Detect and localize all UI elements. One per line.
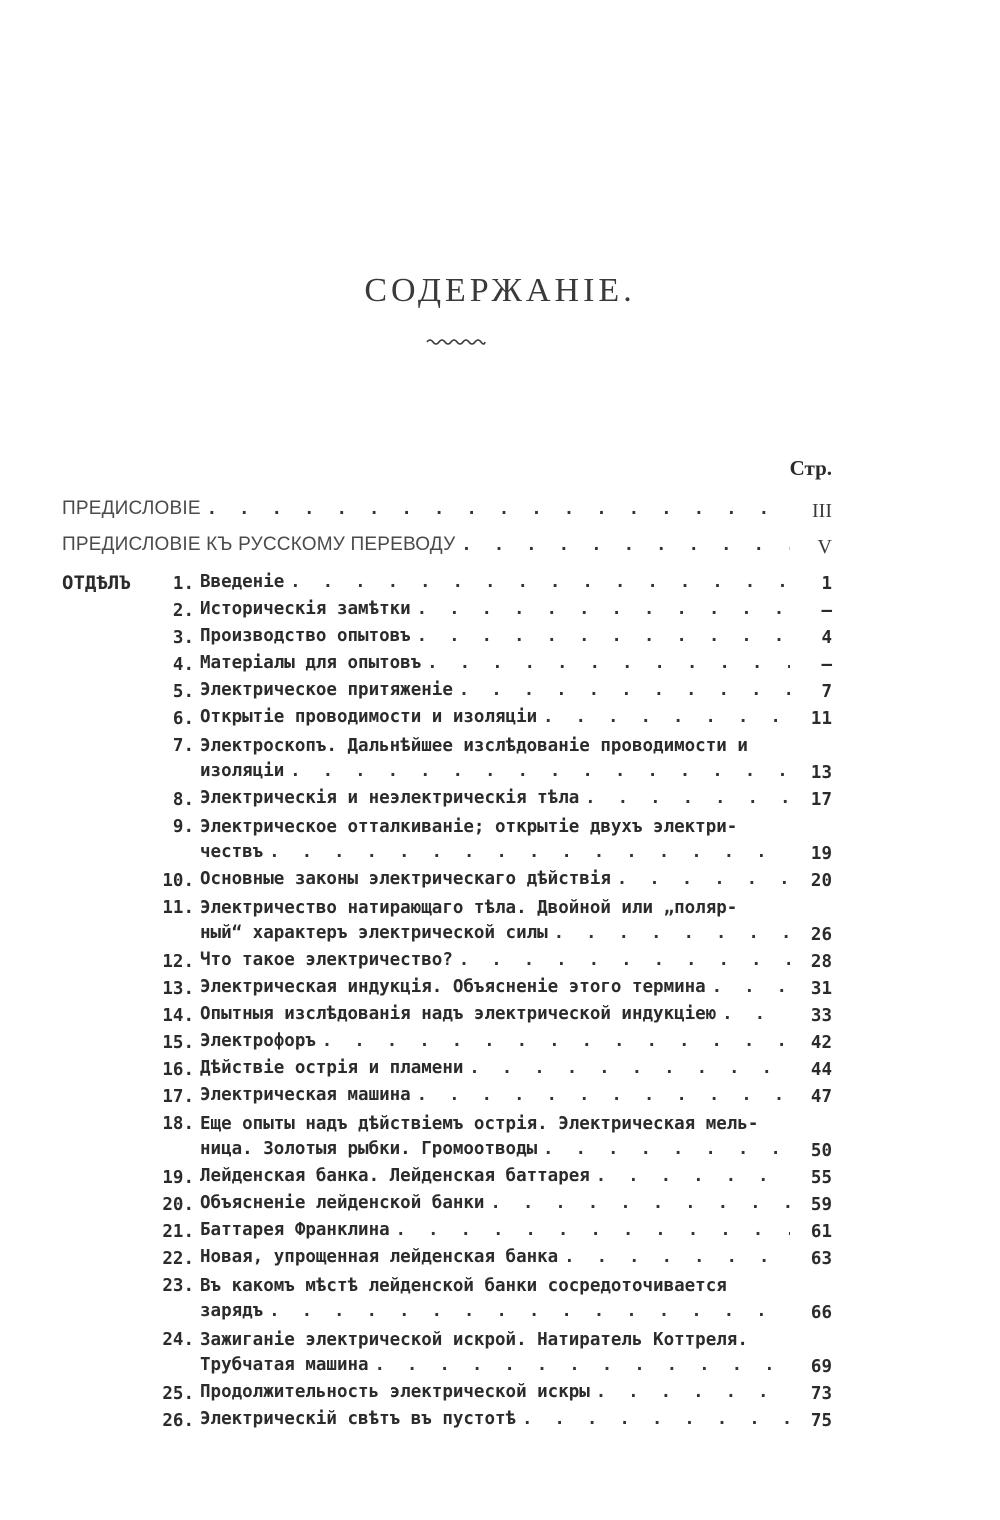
toc-entry-title: ный“ характеръ электрической силы	[200, 923, 548, 943]
leader-dots	[269, 1301, 790, 1321]
toc-entry-number: 24.	[162, 1330, 194, 1350]
toc-entry-row	[200, 1004, 800, 1032]
toc-entry-row	[200, 1355, 800, 1383]
toc-entry-page: 11	[810, 709, 832, 729]
leader-dots	[290, 572, 790, 592]
toc-entry-page: 61	[810, 1222, 832, 1242]
toc-entry-title: Электрическая машина	[200, 1085, 411, 1105]
toc-entry-title: изоляціи	[200, 761, 285, 781]
toc-entry-title: Зажиганіе электрической искрой. Натиратель Коттреля.	[200, 1330, 748, 1350]
leader-dots	[427, 653, 790, 673]
toc-entry-row	[200, 1409, 800, 1437]
toc-entry-title: Электрическія и неэлектрическія тѣла	[200, 788, 580, 808]
toc-entry-page: 44	[810, 1060, 832, 1080]
toc-entry-title: Продолжительность электрической искры	[200, 1382, 590, 1402]
toc-entry-row	[200, 1085, 800, 1113]
toc-entry-title: Введеніе	[200, 572, 285, 592]
toc-entry-title: Производство опытовъ	[200, 626, 411, 646]
toc-entry-page: 66	[810, 1303, 832, 1323]
page-column-label: Стр.	[789, 456, 832, 480]
toc-entry-title: Дѣйствіе острія и пламени	[200, 1058, 464, 1078]
toc-entry-page: 20	[810, 871, 832, 891]
toc-entry-number: 2.	[172, 601, 194, 621]
toc-entry-title: чествъ	[200, 842, 264, 862]
toc-entry-row	[200, 1301, 800, 1329]
toc-entry-row	[200, 1139, 800, 1167]
toc-entry-page: 4	[821, 628, 832, 648]
toc-entry-title: Открытіе проводимости и изоляціи	[200, 707, 538, 727]
leader-dots	[596, 1166, 790, 1186]
toc-entry-row	[200, 1058, 800, 1086]
toc-entry-number: 25.	[162, 1384, 194, 1404]
toc-entry-page: 19	[810, 844, 832, 864]
section-word: ОТДѢЛЪ	[62, 572, 131, 594]
toc-entry-title: Что такое электричество?	[200, 950, 453, 970]
toc-entry-number: 8.	[172, 790, 194, 810]
toc-entry-title: Объясненіе лейденской банки	[200, 1193, 485, 1213]
toc-entry-number: 18.	[162, 1114, 194, 1134]
toc-entry-row	[200, 950, 800, 978]
toc-entry-number: 13.	[162, 979, 194, 999]
toc-entry-number: 19.	[162, 1168, 194, 1188]
toc-entry-number: 7.	[172, 736, 194, 756]
toc-entry-row	[200, 626, 800, 654]
toc-entry-title: Электрическое притяженіе	[200, 680, 453, 700]
toc-entry-page: 7	[821, 682, 832, 702]
leader-dots	[322, 1031, 790, 1051]
toc-entry-row	[200, 923, 800, 951]
toc-entry-title: Электрическое отталкиваніе; открытіе двухъ электри-	[200, 817, 738, 837]
leader-dots	[269, 842, 790, 862]
toc-entry-row	[200, 1031, 800, 1059]
toc-entry-number: 1.	[172, 574, 194, 594]
toc-entry-number: 3.	[172, 628, 194, 648]
page-title: СОДЕРЖАНІЕ.	[364, 272, 636, 309]
toc-entry-title: зарядъ	[200, 1301, 264, 1321]
toc-entry-page: 50	[810, 1141, 832, 1161]
toc-entry-page: 28	[810, 952, 832, 972]
toc-row-page: III	[812, 500, 832, 522]
toc-entry-title: Электрическій свѣтъ въ пустотѣ	[200, 1409, 517, 1429]
toc-entry-row	[200, 977, 800, 1005]
toc-entry-title: Опытныя изслѣдованія надъ электрической индукціею	[200, 1004, 717, 1024]
toc-entry-page: 59	[810, 1195, 832, 1215]
toc-row-preface	[62, 498, 800, 526]
toc-entry-page: 75	[810, 1411, 832, 1431]
toc-entry-number: 20.	[162, 1195, 194, 1215]
toc-entry-number: 12.	[162, 952, 194, 972]
toc-entry-number: 15.	[162, 1033, 194, 1053]
toc-entry-title: Электрофоръ	[200, 1031, 316, 1051]
toc-entry-row	[200, 1220, 800, 1248]
toc-entry-page: 63	[810, 1249, 832, 1269]
toc-entry-row	[200, 707, 800, 735]
toc-entry-row	[200, 1247, 800, 1275]
toc-entry-row	[200, 653, 800, 681]
toc-entry-page: 55	[810, 1168, 832, 1188]
leader-dots	[290, 761, 790, 781]
toc-row-label: ПРЕДИСЛОВІЕ КЪ РУССКОМУ ПЕРЕВОДУ	[62, 534, 456, 555]
toc-entry-page: 17	[810, 790, 832, 810]
leader-dots	[417, 599, 790, 619]
toc-entry-number: 10.	[162, 871, 194, 891]
toc-entry-number: 17.	[162, 1087, 194, 1107]
toc-entry-number: 5.	[172, 682, 194, 702]
leader-dots	[396, 1220, 790, 1240]
leader-dots	[543, 707, 790, 727]
toc-entry-row	[200, 680, 800, 708]
toc-entry-number: 14.	[162, 1006, 194, 1026]
toc-entry-title: Матеріалы для опытовъ	[200, 653, 422, 673]
toc-entry-row	[200, 869, 800, 897]
toc-entry-title: Въ какомъ мѣстѣ лейденской банки сосредоточивается	[200, 1276, 727, 1296]
toc-entry-row	[200, 1193, 800, 1221]
toc-entry-page: —	[821, 601, 832, 621]
toc-entry-row	[200, 599, 800, 627]
leader-dots	[461, 535, 790, 555]
toc-entry-row	[200, 842, 800, 870]
toc-entry-number: 26.	[162, 1411, 194, 1431]
leader-dots	[417, 1085, 790, 1105]
toc-row-preface-russian	[62, 534, 800, 562]
leader-dots	[564, 1247, 790, 1267]
leader-dots	[522, 1409, 790, 1429]
toc-entry-title: Лейденская банка. Лейденская баттарея	[200, 1166, 590, 1186]
toc-entry-title: Электроскопъ. Дальнѣйшее изслѣдованіе проводимости и	[200, 736, 748, 756]
leader-dots	[596, 1382, 790, 1402]
toc-entry-page: 1	[821, 574, 832, 594]
toc-entry-title: Электрическая индукція. Объясненіе этого термина	[200, 977, 706, 997]
toc-entry-title: Историческія замѣтки	[200, 599, 411, 619]
toc-entry-page: 47	[810, 1087, 832, 1107]
toc-entry-page: 33	[810, 1006, 832, 1026]
leader-dots	[459, 950, 790, 970]
toc-entry-number: 9.	[172, 817, 194, 837]
leader-dots	[722, 1004, 790, 1024]
leader-dots	[554, 923, 790, 943]
leader-dots	[543, 1139, 790, 1159]
toc-entry-title: Трубчатая машина	[200, 1355, 369, 1375]
toc-entry-title: ница. Золотыя рыбки. Громоотводы	[200, 1139, 538, 1159]
toc-entry-page: 69	[810, 1357, 832, 1377]
toc-entry-row	[200, 761, 800, 789]
toc-entry-page: 31	[810, 979, 832, 999]
leader-dots	[490, 1193, 790, 1213]
leader-dots	[712, 977, 790, 997]
toc-row-label: ПРЕДИСЛОВІЕ	[62, 498, 201, 519]
toc-entry-title: Электричество натирающаго тѣла. Двойной или „поляр-	[200, 898, 738, 918]
toc-entry-number: 22.	[162, 1249, 194, 1269]
leader-dots	[207, 499, 790, 519]
toc-entry-page: —	[821, 655, 832, 675]
toc-entry-number: 23.	[162, 1276, 194, 1296]
toc-entry-page: 26	[810, 925, 832, 945]
toc-entry-number: 11.	[162, 898, 194, 918]
toc-entry-title: Еще опыты надъ дѣйствіемъ острія. Электрическая мель-	[200, 1114, 759, 1134]
toc-entry-page: 42	[810, 1033, 832, 1053]
toc-entry-title: Новая, упрощенная лейденская банка	[200, 1247, 559, 1267]
toc-entry-page: 73	[810, 1384, 832, 1404]
toc-entry-title: Баттарея Франклина	[200, 1220, 390, 1240]
toc-entry-title: Основные законы электрическаго дѣйствія	[200, 869, 611, 889]
toc-entry-number: 4.	[172, 655, 194, 675]
leader-dots	[459, 680, 790, 700]
toc-entry-row	[200, 788, 800, 816]
toc-entry-number: 21.	[162, 1222, 194, 1242]
toc-entry-number: 6.	[172, 709, 194, 729]
toc-entry-number: 16.	[162, 1060, 194, 1080]
toc-row-page: V	[817, 536, 832, 558]
leader-dots	[469, 1058, 790, 1078]
leader-dots	[375, 1355, 790, 1375]
toc-entry-row	[200, 1166, 800, 1194]
leader-dots	[417, 626, 790, 646]
leader-dots	[617, 869, 790, 889]
toc-entry-row	[200, 1382, 800, 1410]
toc-entry-row	[200, 572, 800, 600]
toc-entry-page: 13	[810, 763, 832, 783]
leader-dots	[585, 788, 790, 808]
